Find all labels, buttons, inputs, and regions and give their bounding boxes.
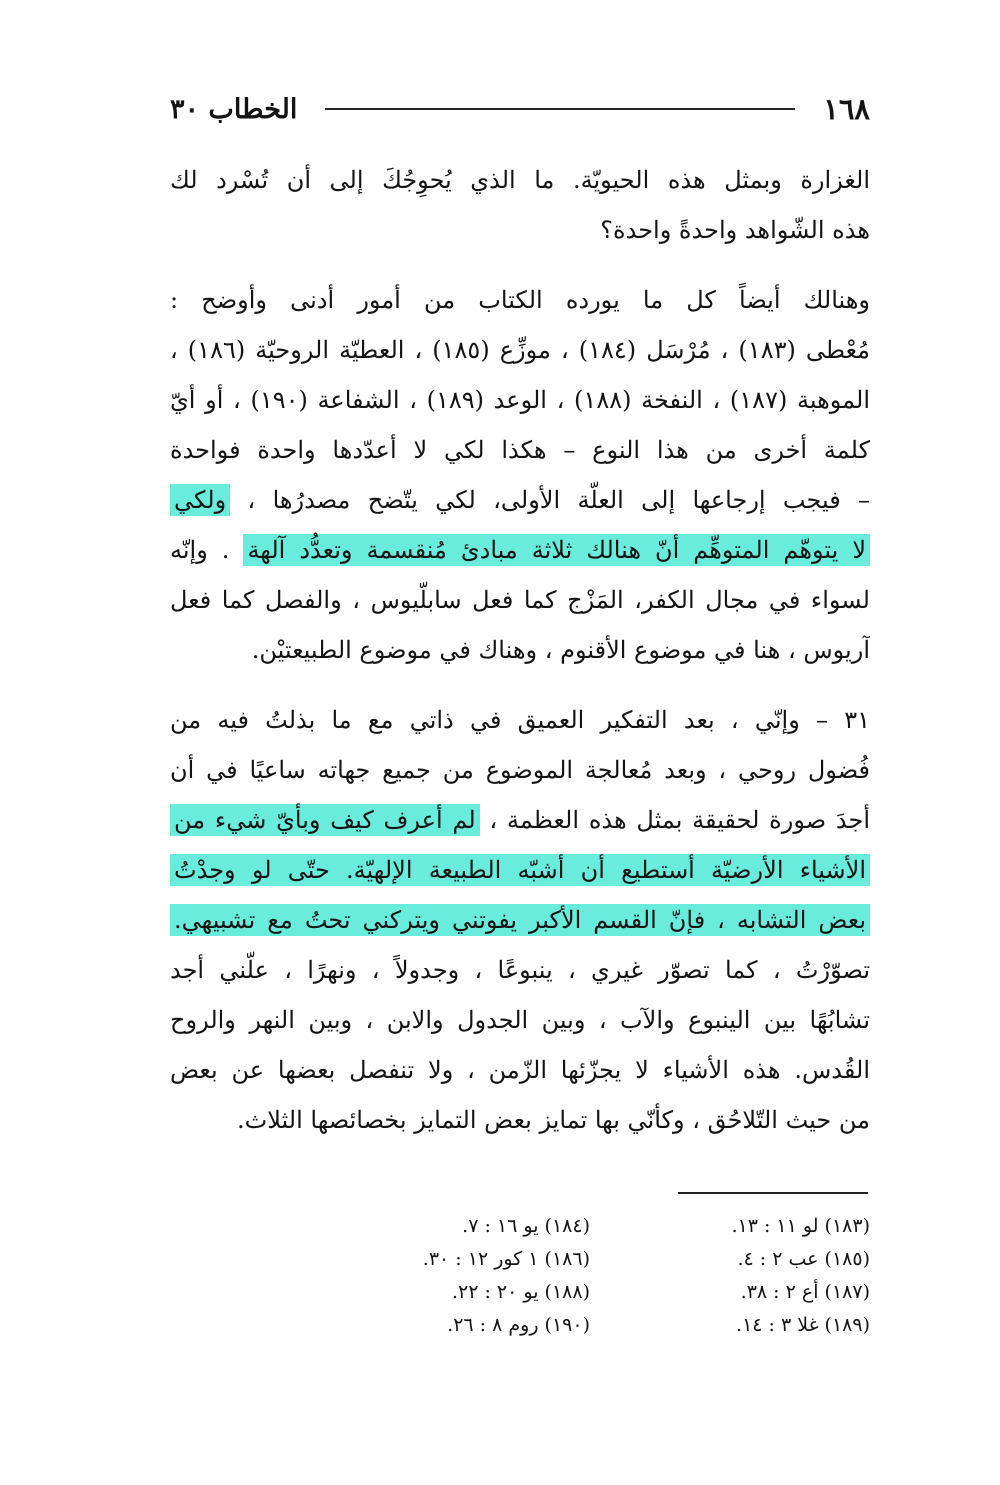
page-header [170,84,870,134]
text-line [170,525,870,575]
footnote: (١٨٧) أع ٢ : ٣٨. [740,1281,870,1303]
paragraph [170,155,870,255]
text-line: هذه الشّواهد واحدةً واحدة؟ [600,216,870,244]
footnote: (١٨٥) عب ٢ : ٤. [737,1248,870,1270]
footnote: (١٨٣) لو ١١ : ١٣. [731,1215,870,1237]
highlighted-text: ولكي [170,484,230,516]
text-line: وهنالك أيضاً كل ما يورده الكتاب من أمور أدنى وأوضح : [170,286,870,314]
text-line [170,845,870,895]
footnote-rule [678,1192,868,1194]
line-segment: – فيجب إرجاعها إلى العلّة الأولى، لكي يتّضح مصدرُها ، [247,486,870,514]
footnotes [310,1210,870,1342]
highlighted-text: بعض التشابه ، فإنّ القسم الأكبر يفوتني ويتركني تحتُ مع تشبيهي. [170,904,870,936]
text-line: تصوّرْتُ ، كما تصوّر غيري ، ينبوعًا ، وجدولاً ، ونهرًا ، علّني أجد [170,956,870,984]
text-line: مُعْطى (١٨٣) ، مُرْسَل (١٨٤) ، موزِّع (١٨٥) ، العطيّة الروحيّة (١٨٦) ، [170,336,870,364]
highlighted-text: الأشياء الأرضيّة أستطيع أن أشبّه الطبيعة الإلهيّة. حتّى لو وجدْتُ [170,854,870,886]
paragraph [170,695,870,1145]
header-rule [325,108,795,110]
text-line: الموهبة (١٨٧) ، النفخة (١٨٨) ، الوعد (١٨٩) ، الشفاعة (١٩٠) ، أو أيّ [170,386,870,414]
paragraph [170,275,870,675]
highlighted-text: لم أعرف كيف وبأيّ شيء من [170,804,480,836]
line-segment: . وإنّه [170,536,230,564]
text-line: تشابُهًا بين الينبوع والآب ، وبين الجدول والابن ، وبين النهر والروح [170,1006,870,1034]
page-number: ١٦٨ [823,92,870,126]
text-line: الغزارة وبمثل هذه الحيويّة. ما الذي يُحوِجُكَ إلى أن تُسْرد لك [170,166,870,194]
footnote: (١٨٨) يو ٢٠ : ٢٢. [451,1281,590,1303]
text-line [170,895,870,945]
footnote: (١٨٦) ١ كور ١٢ : ٣٠. [422,1248,590,1270]
text-line: لسواء في مجال الكفر، المَزْج كما فعل سابلّيوس ، والفصل كما فعل [170,586,870,614]
running-title: الخطاب ٣٠ [170,93,298,125]
text-line [170,795,870,845]
text-line: كلمة أخرى من هذا النوع – هكذا لكي لا أعدّدها واحدة فواحدة [170,436,870,464]
highlighted-text: لا يتوهّم المتوهِّم أنّ هنالك ثلاثة مبادئ مُنقسمة وتعدُّد آلهة [243,534,870,566]
body-text [170,155,870,1145]
text-line [170,475,870,525]
line-segment: أجدَ صورة لحقيقة بمثل هذه العظمة ، [489,806,870,834]
text-line: آريوس ، هنا في موضوع الأقنوم ، وهناك في موضوع الطبيعتيْن. [251,636,870,664]
text-line: من حيث التّلاحُق ، وكأنّي بها تمايز بعض التمايز بخصائصها الثلاث. [237,1106,870,1134]
text-line: ٣١ – وإنّي ، بعد التفكير العميق في ذاتي مع ما بذلتُ فيه من [170,706,870,734]
footnote: (١٩٠) روم ٨ : ٢٦. [447,1314,590,1336]
text-line: القُدس. هذه الأشياء لا يجزّئها الزّمن ، ولا تنفصل بعضها عن بعض [170,1056,870,1084]
text-line: فُضول روحي ، وبعد مُعالجة الموضوع من جميع جهاته ساعيًا في أن [170,756,870,784]
footnote: (١٨٩) غلا ٣ : ١٤. [736,1314,870,1336]
footnote: (١٨٤) يو ١٦ : ٧. [462,1215,590,1237]
